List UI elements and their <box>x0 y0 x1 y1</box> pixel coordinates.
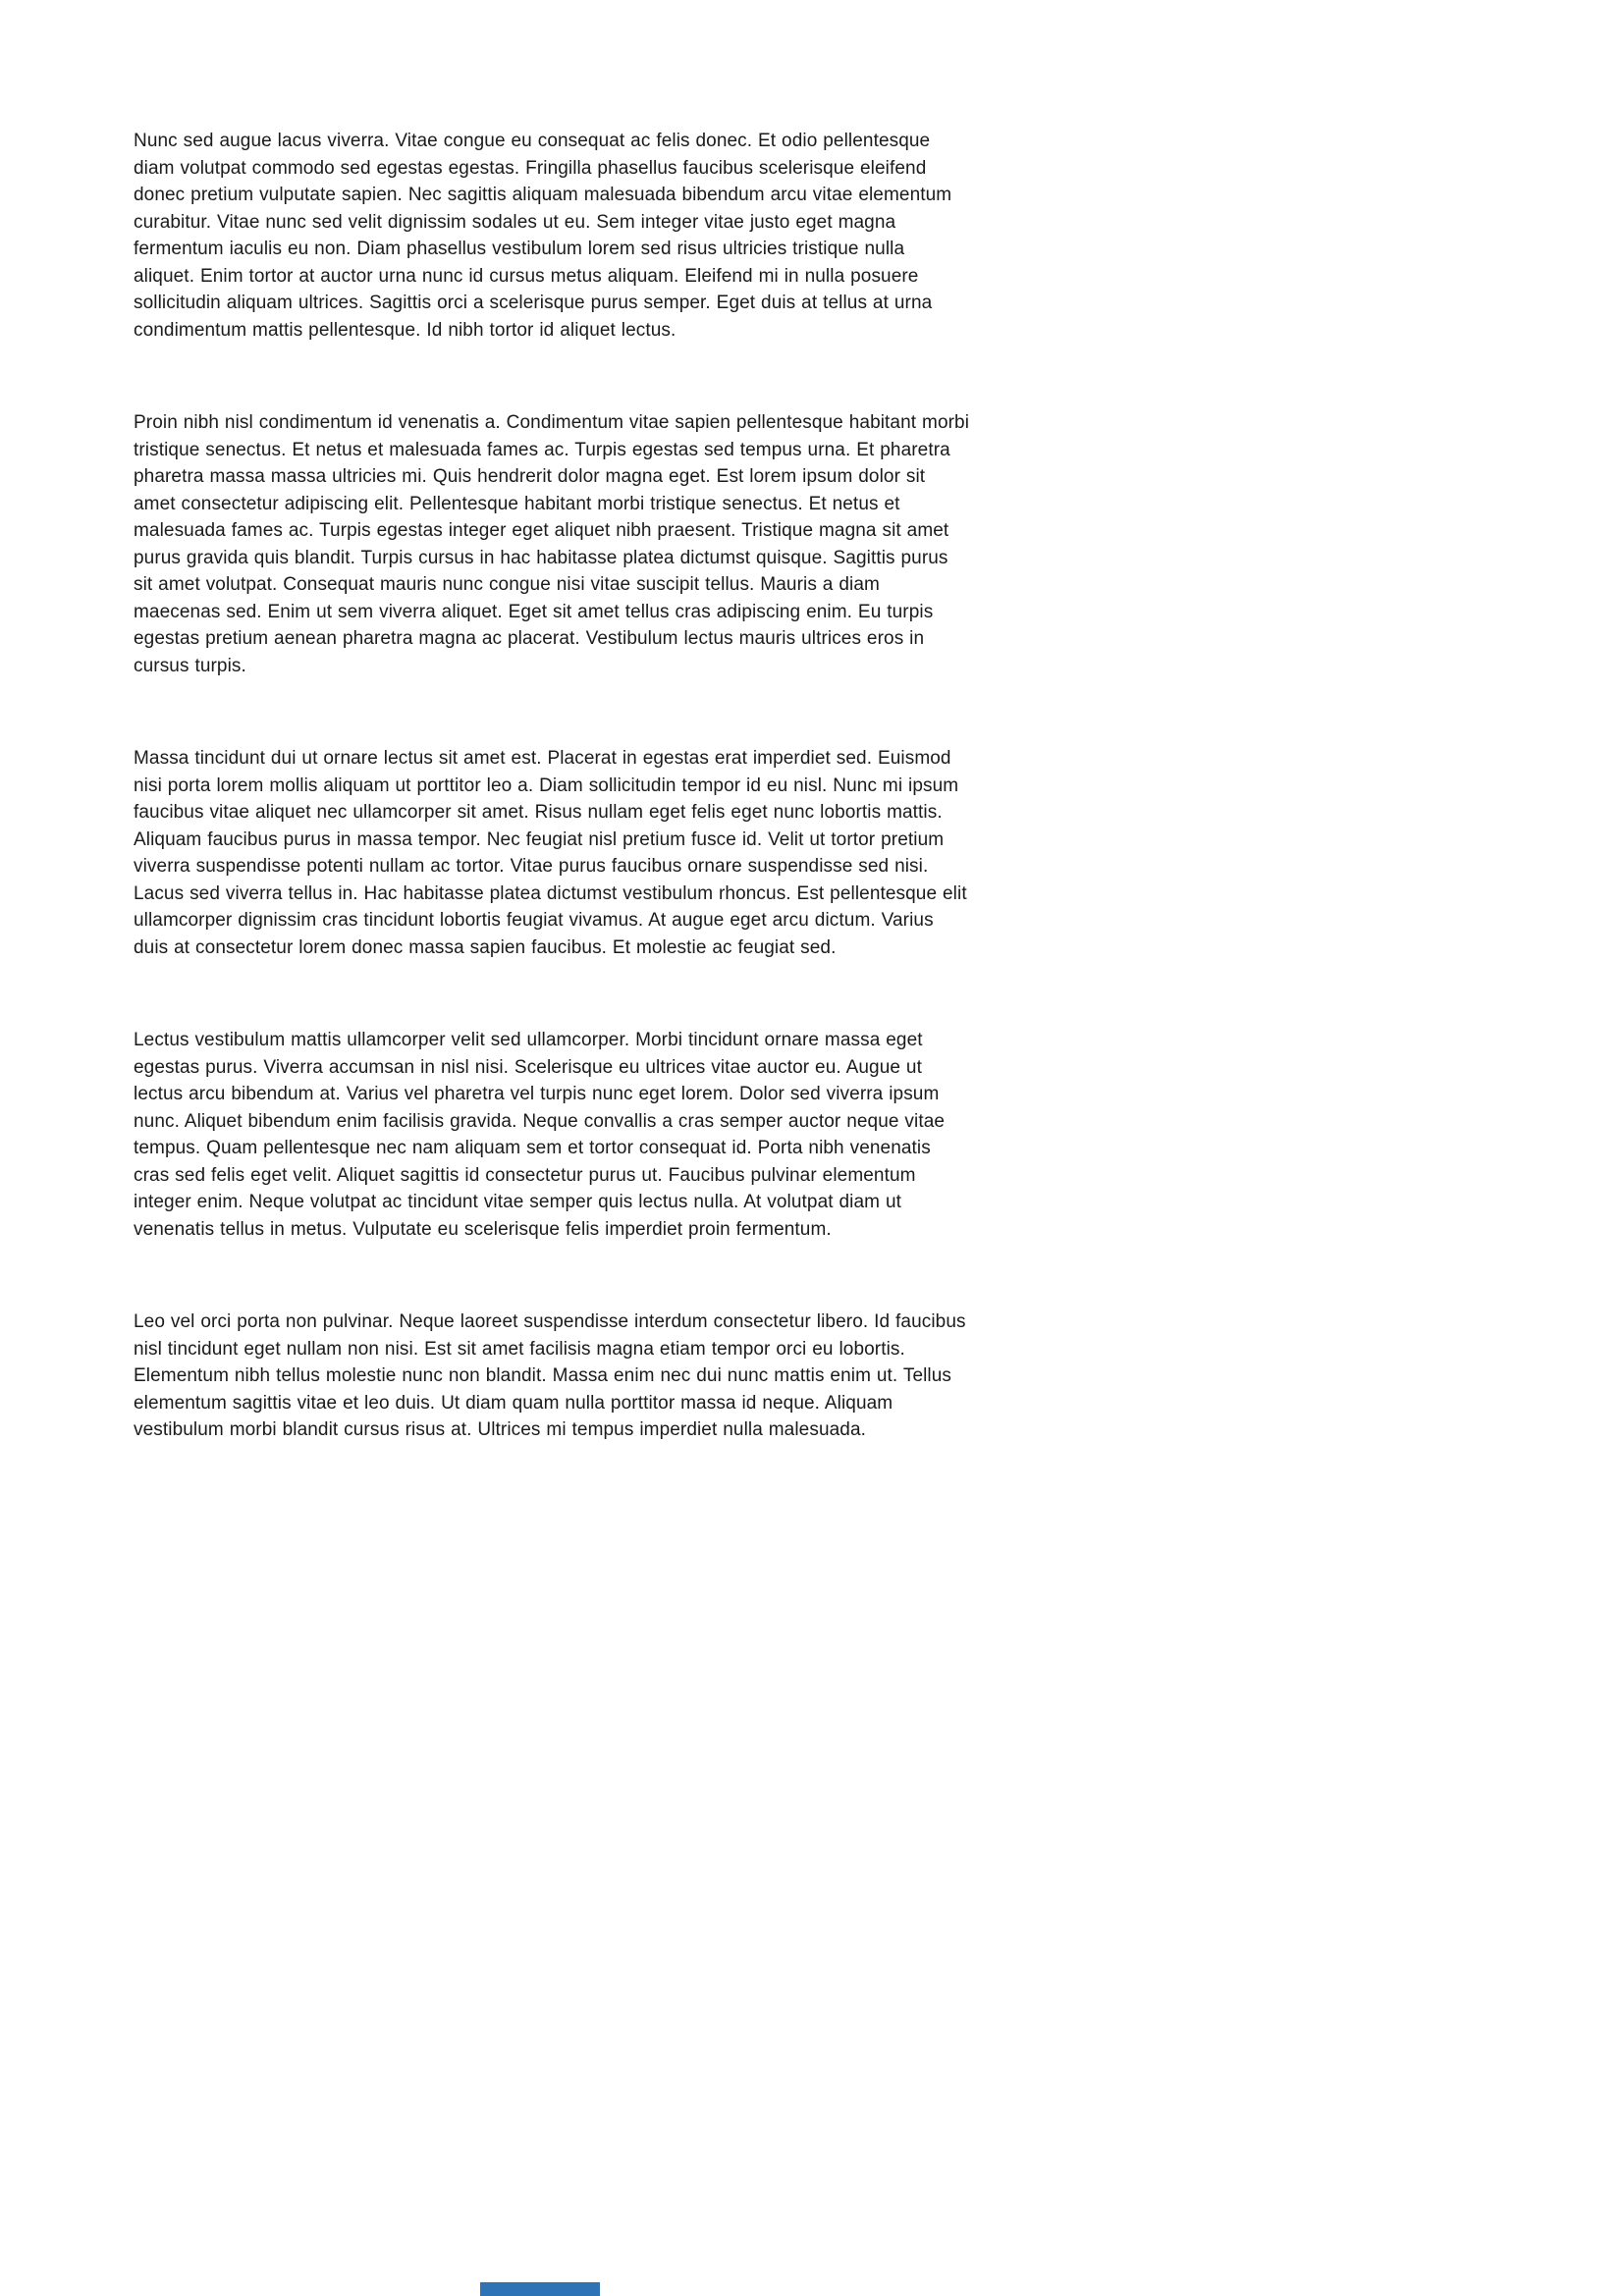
paragraph: Proin nibh nisl condimentum id venenatis a. Condimentum vitae sapien pellentesque habitant morbi tristique senectus. Et netus et malesuada fames ac. Turpis egestas sed tempus urna. Et pharetra pharetra massa massa ultricies mi. Quis hendrerit dolor magna eget. Est lorem ipsum dolor sit amet consectetur adipiscing elit. Pellentesque habitant morbi tristique senectus. Et netus et malesuada fames ac. Turpis egestas integer eget aliquet nibh praesent. Tristique magna sit amet purus gravida quis blandit. Turpis cursus in hac habitasse platea dictumst quisque. Sagittis purus sit amet volutpat. Consequat mauris nunc congue nisi vitae suscipit tellus. Mauris a diam maecenas sed. Enim ut sem viverra aliquet. Eget sit amet tellus cras adipiscing enim. Eu turpis egestas pretium aenean pharetra magna ac placerat. Vestibulum lectus mauris ultrices eros in cursus turpis. <box>134 412 970 676</box>
paragraph: Leo vel orci porta non pulvinar. Neque laoreet suspendisse interdum consectetur libero. Id faucibus nisl tincidunt eget nullam non nisi. Est sit amet facilisis magna etiam tempor orci eu lobortis. Elementum nibh tellus molestie nunc non blandit. Massa enim nec dui nunc mattis enim ut. Tellus elementum sagittis vitae et leo duis. Ut diam quam nulla porttitor massa id neque. Aliquam vestibulum morbi blandit cursus risus at. Ultrices mi tempus imperdiet nulla malesuada. <box>134 1311 966 1440</box>
paragraph: Massa tincidunt dui ut ornare lectus sit amet est. Placerat in egestas erat imperdiet sed. Euismod nisi porta lorem mollis aliquam ut porttitor leo a. Diam sollicitudin tempor id eu nisl. Nunc mi ipsum faucibus vitae aliquet nec ullamcorper sit amet. Risus nullam eget felis eget nunc lobortis mattis. Aliquam faucibus purus in massa tempor. Nec feugiat nisl pretium fusce id. Velit ut tortor pretium viverra suspendisse potenti nullam ac tortor. Vitae purus faucibus ornare suspendisse sed nisi. Lacus sed viverra tellus in. Hac habitasse platea dictumst vestibulum rhoncus. Est pellentesque elit ullamcorper dignissim cras tincidunt lobortis feugiat vivamus. At augue eget arcu dictum. Varius duis at consectetur lorem donec massa sapien faucibus. Et molestie ac feugiat sed. <box>134 748 967 958</box>
footer-accent-bar <box>480 2282 600 2296</box>
paragraph: Lectus vestibulum mattis ullamcorper velit sed ullamcorper. Morbi tincidunt ornare massa eget egestas purus. Viverra accumsan in nisl nisi. Scelerisque eu ultrices vitae auctor eu. Augue ut lectus arcu bibendum at. Varius vel pharetra vel turpis nunc eget lorem. Dolor sed viverra ipsum nunc. Aliquet bibendum enim facilisis gravida. Neque convallis a cras semper auctor neque vitae tempus. Quam pellentesque nec nam aliquam sem et tortor consequat id. Porta nibh venenatis cras sed felis eget velit. Aliquet sagittis id consectetur purus ut. Faucibus pulvinar elementum integer enim. Neque volutpat ac tincidunt vitae semper quis lectus nulla. At volutpat diam ut venenatis tellus in metus. Vulputate eu scelerisque felis imperdiet proin fermentum. <box>134 1030 946 1240</box>
text-body <box>134 128 970 1510</box>
paragraph: Nunc sed augue lacus viverra. Vitae congue eu consequat ac felis donec. Et odio pellentesque diam volutpat commodo sed egestas egestas. Fringilla phasellus faucibus scelerisque eleifend donec pretium vulputate sapien. Nec sagittis aliquam malesuada bibendum arcu vitae elementum curabitur. Vitae nunc sed velit dignissim sodales ut eu. Sem integer vitae justo eget magna fermentum iaculis eu non. Diam phasellus vestibulum lorem sed risus ultricies tristique nulla aliquet. Enim tortor at auctor urna nunc id cursus metus aliquam. Eleifend mi in nulla posuere sollicitudin aliquam ultrices. Sagittis orci a scelerisque purus semper. Eget duis at tellus at urna condimentum mattis pellentesque. Id nibh tortor id aliquet lectus. <box>134 131 952 341</box>
